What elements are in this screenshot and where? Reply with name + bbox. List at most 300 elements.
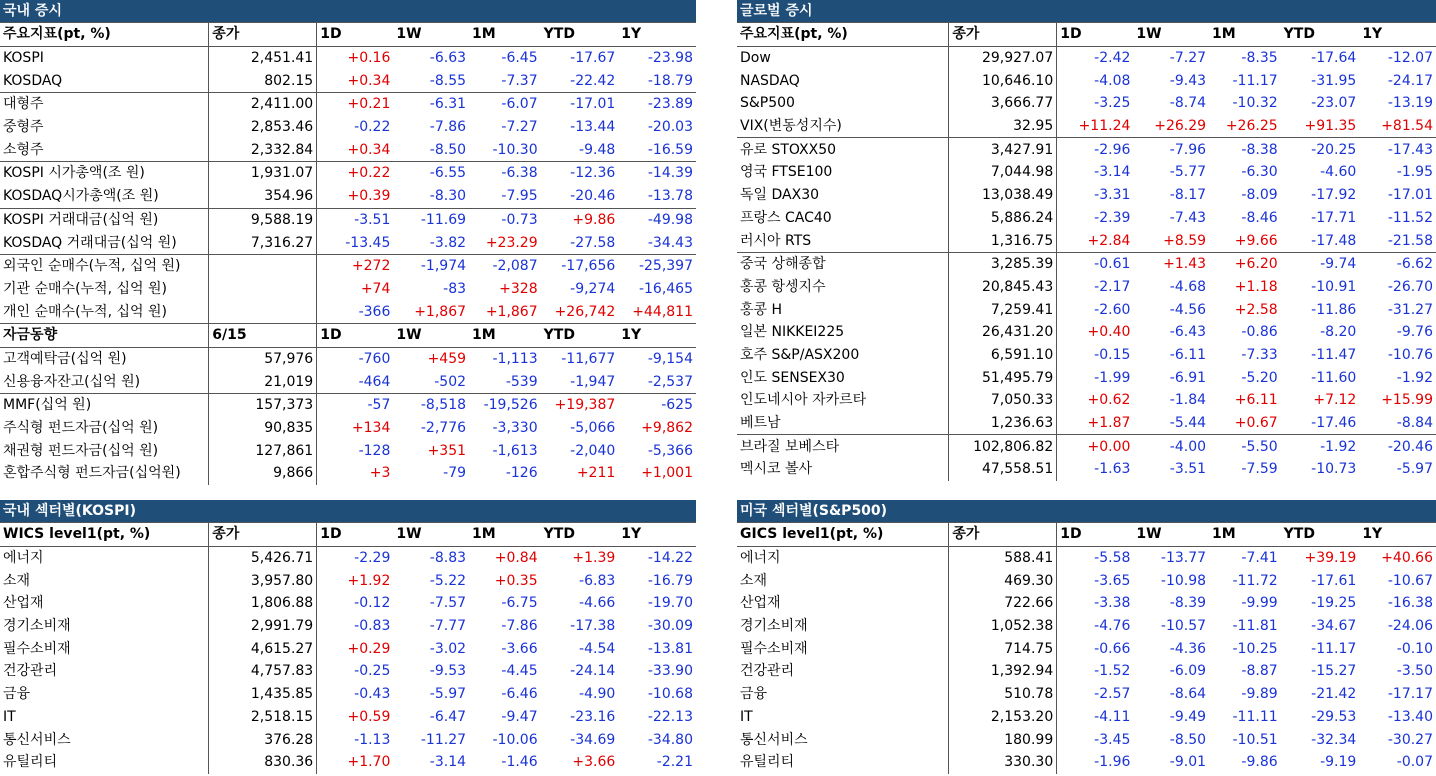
- close-value: 376.28: [209, 728, 317, 751]
- change-value: +26,742: [554, 303, 616, 320]
- table-row: [0, 439, 696, 462]
- change-value: -2.42: [1057, 46, 1134, 69]
- table-row: [0, 394, 696, 417]
- change-value: -8.17: [1169, 187, 1207, 204]
- column-header: 1D: [317, 323, 394, 347]
- row-label: IT: [740, 708, 753, 725]
- row-label: 산업재: [3, 595, 44, 612]
- global-market-panel: [737, 0, 1436, 481]
- change-value: -6.07: [469, 93, 541, 116]
- change-value: -8.39: [1169, 595, 1207, 612]
- change-value: -7.33: [1241, 346, 1278, 363]
- close-value: 7,050.33: [949, 389, 1057, 412]
- close-value: 13,038.49: [949, 184, 1057, 207]
- change-value: -0.86: [1241, 324, 1278, 341]
- close-value: 3,285.39: [949, 252, 1057, 275]
- table-row: [0, 592, 696, 615]
- change-value: -17.43: [1359, 138, 1436, 161]
- change-value: +8.59: [1163, 232, 1207, 249]
- change-value: +1.18: [1234, 278, 1278, 295]
- change-value: -2,776: [420, 420, 467, 437]
- row-label: 영국 FTSE100: [740, 164, 833, 181]
- close-value: 4,757.83: [209, 660, 317, 683]
- row-label: KOSDAQ: [3, 72, 63, 89]
- change-value: -4.68: [1169, 278, 1207, 295]
- column-header: 1D: [317, 523, 394, 547]
- close-value: 7,044.98: [949, 161, 1057, 184]
- change-value: -1.99: [1057, 366, 1134, 389]
- table-row: [0, 660, 696, 683]
- change-value: -16,465: [638, 280, 693, 297]
- change-value: +459: [427, 350, 467, 367]
- change-value: +3: [317, 462, 394, 485]
- change-value: -3,330: [492, 420, 538, 437]
- change-value: +0.29: [317, 637, 394, 660]
- change-value: -8.74: [1169, 95, 1207, 112]
- change-value: +15.99: [1381, 392, 1433, 409]
- header-row: [0, 523, 696, 547]
- table-row: [737, 615, 1436, 638]
- change-value: -8.09: [1241, 187, 1278, 204]
- table-row: [0, 683, 696, 706]
- row-label: 개인 순매수(누적, 십억 원): [3, 303, 167, 320]
- table-row: [737, 637, 1436, 660]
- data-table: [0, 522, 696, 774]
- change-value: -9.99: [1241, 595, 1278, 612]
- row-label: KOSDAQ시가총액(조 원): [3, 188, 159, 205]
- change-value: -16.38: [1387, 595, 1433, 612]
- change-value: -49.98: [618, 208, 696, 231]
- change-value: -9.76: [1396, 324, 1433, 341]
- change-value: -0.15: [1057, 344, 1134, 367]
- change-value: -2,040: [570, 442, 616, 459]
- change-value: -3.65: [1057, 569, 1134, 592]
- row-label: 브라질 보베스타: [737, 435, 949, 458]
- table-row: [737, 276, 1436, 299]
- change-value: -11.52: [1387, 209, 1433, 226]
- change-value: -5.97: [1396, 461, 1433, 478]
- close-value: 57,976: [209, 347, 317, 370]
- column-header-label: GICS level1(pt, %): [737, 523, 949, 547]
- change-value: +23.29: [485, 234, 538, 251]
- close-value: 2,411.00: [209, 93, 317, 116]
- change-value: -34.67: [1311, 618, 1357, 635]
- change-value: +351: [427, 442, 467, 459]
- close-value: 32.95: [949, 115, 1057, 138]
- change-value: -464: [317, 370, 394, 393]
- change-value: +11.24: [1057, 115, 1134, 138]
- change-value: -19.70: [647, 595, 693, 612]
- change-value: -10.30: [492, 141, 538, 158]
- change-value: -29.53: [1311, 708, 1357, 725]
- change-value: -21.58: [1387, 232, 1433, 249]
- change-value: -8.35: [1241, 50, 1278, 67]
- close-value: 10,646.10: [949, 69, 1057, 92]
- panel-title: 국내 증시: [0, 0, 696, 22]
- column-header-label: 주요지표(pt, %): [0, 23, 209, 47]
- change-value: -5.77: [1169, 164, 1207, 181]
- change-value: -6.63: [429, 50, 467, 67]
- change-value: +2.58: [1234, 301, 1278, 318]
- close-value: 29,927.07: [949, 46, 1057, 69]
- change-value: +91.35: [1304, 118, 1357, 135]
- change-value: -15.27: [1311, 663, 1357, 680]
- change-value: -18.79: [647, 72, 693, 89]
- change-value: -5.50: [1209, 435, 1281, 458]
- column-header: 1W: [393, 323, 469, 347]
- row-label: 대형주: [0, 93, 209, 116]
- change-value: -20.46: [570, 188, 616, 205]
- change-value: -0.25: [317, 660, 394, 683]
- change-value: -17.01: [541, 93, 619, 116]
- row-label: 인도네시아 자카르타: [740, 392, 867, 409]
- change-value: +74: [317, 278, 394, 301]
- row-label: 에너지: [3, 550, 44, 567]
- table-row: [0, 462, 696, 485]
- table-row: [737, 207, 1436, 230]
- table-row: [737, 298, 1436, 321]
- change-value: -1.84: [1169, 392, 1207, 409]
- change-value: -6.30: [1241, 164, 1278, 181]
- change-value: -7.86: [429, 119, 467, 136]
- change-value: +0.00: [1057, 435, 1134, 458]
- change-value: +328: [499, 280, 538, 297]
- change-value: +1,867: [414, 303, 467, 320]
- change-value: +1.92: [317, 569, 394, 592]
- change-value: +26.25: [1225, 118, 1278, 135]
- change-value: +7.12: [1313, 392, 1357, 409]
- close-value: [209, 278, 317, 301]
- change-value: -2,537: [647, 373, 693, 390]
- change-value: -83: [443, 280, 467, 297]
- row-label: IT: [3, 708, 16, 725]
- change-value: -10.57: [1160, 618, 1207, 635]
- change-value: -126: [505, 465, 538, 482]
- change-value: -11.69: [393, 208, 469, 231]
- change-value: -12.07: [1387, 50, 1433, 67]
- table-row: [737, 683, 1436, 706]
- table-row: [0, 116, 696, 139]
- change-value: -8.64: [1169, 686, 1207, 703]
- change-value: -4.36: [1169, 640, 1207, 657]
- close-value: 1,931.07: [209, 162, 317, 185]
- close-value: 127,861: [209, 439, 317, 462]
- change-value: +1.87: [1057, 412, 1134, 435]
- change-value: -5,366: [647, 442, 693, 459]
- change-value: -1.13: [317, 728, 394, 751]
- table-row: [0, 751, 696, 774]
- table-row: [0, 347, 696, 370]
- change-value: -1.52: [1057, 660, 1134, 683]
- row-label: 인도 SENSEX30: [740, 369, 845, 386]
- change-value: -17.17: [1387, 686, 1433, 703]
- row-label: 건강관리: [740, 663, 795, 680]
- close-value: 180.99: [949, 728, 1057, 751]
- change-value: +272: [317, 254, 394, 277]
- close-value: 26,431.20: [949, 321, 1057, 344]
- change-value: -8.20: [1320, 324, 1357, 341]
- column-header: 1Y: [1359, 23, 1436, 47]
- column-header: YTD: [1281, 523, 1360, 547]
- change-value: -7.27: [1169, 50, 1207, 67]
- row-label: 외국인 순매수(누적, 십억 원): [0, 254, 209, 277]
- row-label: 혼합주식형 펀드자금(십억원): [3, 465, 181, 482]
- table-row: [737, 458, 1436, 481]
- column-header: YTD: [541, 323, 619, 347]
- close-value: 802.15: [209, 69, 317, 92]
- change-value: -34.43: [647, 234, 693, 251]
- table-row: [737, 321, 1436, 344]
- row-label: 채권형 펀드자금(십억 원): [3, 442, 159, 459]
- change-value: +0.84: [494, 550, 538, 567]
- change-value: -17.48: [1311, 232, 1357, 249]
- table-row: [737, 252, 1436, 275]
- column-header: 1W: [1133, 23, 1209, 47]
- change-value: -11.11: [1232, 708, 1278, 725]
- table-row: [0, 162, 696, 185]
- change-value: -11.72: [1232, 572, 1278, 589]
- table-row: [0, 637, 696, 660]
- row-label: 멕시코 볼사: [740, 461, 813, 478]
- change-value: -10.98: [1160, 572, 1207, 589]
- table-row: [737, 138, 1436, 161]
- close-value: 3,427.91: [949, 138, 1057, 161]
- column-header: 1Y: [618, 23, 696, 47]
- change-value: +0.59: [317, 706, 394, 729]
- change-value: -13.45: [317, 231, 394, 254]
- change-value: -17.01: [1387, 187, 1433, 204]
- change-value: -13.19: [1387, 95, 1433, 112]
- change-value: +1.39: [572, 550, 616, 567]
- table-row: [737, 115, 1436, 138]
- change-value: -502: [434, 373, 467, 390]
- table-row: [737, 366, 1436, 389]
- change-value: -27.58: [570, 234, 616, 251]
- change-value: -9.89: [1241, 686, 1278, 703]
- change-value: -3.31: [1057, 184, 1134, 207]
- change-value: -2.57: [1057, 683, 1134, 706]
- change-value: -17.61: [1311, 572, 1357, 589]
- change-value: -22.42: [570, 72, 616, 89]
- change-value: +0.21: [317, 93, 394, 116]
- change-value: -3.25: [1057, 92, 1134, 115]
- change-value: -33.90: [647, 663, 693, 680]
- change-value: -17.92: [1311, 187, 1357, 204]
- change-value: +0.40: [1057, 321, 1134, 344]
- column-header: 1D: [1057, 523, 1134, 547]
- change-value: -6.31: [393, 93, 469, 116]
- change-value: -79: [443, 465, 467, 482]
- change-value: -2.21: [656, 754, 693, 771]
- change-value: -6.38: [469, 162, 541, 185]
- change-value: -14.22: [647, 550, 693, 567]
- close-value: 510.78: [949, 683, 1057, 706]
- change-value: +134: [317, 417, 394, 440]
- table-row: [0, 728, 696, 751]
- table-row: [737, 389, 1436, 412]
- change-value: -3.38: [1057, 592, 1134, 615]
- change-value: -57: [317, 394, 394, 417]
- change-value: -2.96: [1057, 138, 1134, 161]
- table-row: [0, 615, 696, 638]
- change-value: +1,867: [485, 303, 538, 320]
- close-value: 47,558.51: [949, 458, 1057, 481]
- change-value: -0.73: [469, 208, 541, 231]
- close-value: 1,435.85: [209, 683, 317, 706]
- change-value: -17.46: [1311, 415, 1357, 432]
- column-header: 1W: [393, 23, 469, 47]
- panel-title: 글로벌 증시: [737, 0, 1436, 22]
- header-row: [0, 323, 696, 347]
- change-value: -32.34: [1311, 731, 1357, 748]
- header-row: [737, 523, 1436, 547]
- table-row: [737, 660, 1436, 683]
- row-label: Dow: [740, 50, 771, 67]
- change-value: -21.42: [1311, 686, 1357, 703]
- change-value: -6.55: [393, 162, 469, 185]
- change-value: -8.84: [1396, 415, 1433, 432]
- change-value: -2,087: [469, 254, 541, 277]
- row-label: 건강관리: [3, 663, 58, 680]
- change-value: -23.07: [1311, 95, 1357, 112]
- row-label: 홍콩 H: [740, 301, 783, 318]
- close-value: [209, 254, 317, 277]
- close-value: 2,153.20: [949, 706, 1057, 729]
- table-row: [0, 138, 696, 161]
- change-value: -26.70: [1387, 278, 1433, 295]
- table-row: [737, 546, 1436, 569]
- change-value: -760: [317, 347, 394, 370]
- change-value: -2.60: [1057, 298, 1134, 321]
- table-row: [0, 254, 696, 277]
- change-value: +211: [576, 465, 616, 482]
- row-label: KOSPI 거래대금(십억 원): [0, 208, 209, 231]
- change-value: -5.58: [1057, 546, 1134, 569]
- close-value: 1,806.88: [209, 592, 317, 615]
- change-value: -10.32: [1232, 95, 1278, 112]
- column-header: 1D: [1057, 23, 1134, 47]
- table-row: [737, 69, 1436, 92]
- change-value: -11.17: [1311, 640, 1357, 657]
- table-row: [0, 417, 696, 440]
- change-value: -16.59: [647, 141, 693, 158]
- close-value: 588.41: [949, 546, 1057, 569]
- close-value: 5,426.71: [209, 546, 317, 569]
- change-value: +0.22: [317, 162, 394, 185]
- change-value: -7.96: [1133, 138, 1209, 161]
- change-value: +1.43: [1133, 252, 1209, 275]
- change-value: -13.40: [1387, 708, 1433, 725]
- table-row: [0, 231, 696, 254]
- change-value: -5.44: [1169, 415, 1207, 432]
- close-value: [209, 300, 317, 323]
- change-value: -19,526: [469, 394, 541, 417]
- change-value: -6.46: [501, 686, 538, 703]
- row-label: 필수소비재: [3, 640, 71, 657]
- change-value: -23.16: [570, 708, 616, 725]
- change-value: -2.17: [1057, 276, 1134, 299]
- close-value: 7,259.41: [949, 298, 1057, 321]
- column-header: 종가: [209, 23, 317, 47]
- change-value: +0.35: [494, 572, 538, 589]
- change-value: -3.45: [1057, 728, 1134, 751]
- table-row: [737, 728, 1436, 751]
- column-header: 1M: [469, 23, 541, 47]
- change-value: -0.66: [1057, 637, 1134, 660]
- change-value: +0.67: [1234, 415, 1278, 432]
- change-value: -8.83: [429, 550, 467, 567]
- change-value: -10.68: [647, 686, 693, 703]
- row-label: 금융: [3, 686, 31, 703]
- change-value: -6.75: [501, 595, 538, 612]
- change-value: -6.45: [501, 50, 538, 67]
- change-value: -13.78: [647, 188, 693, 205]
- change-value: -5.22: [429, 572, 467, 589]
- change-value: -10.67: [1387, 572, 1433, 589]
- change-value: -3.14: [1057, 161, 1134, 184]
- change-value: -9.48: [579, 141, 616, 158]
- table-row: [0, 569, 696, 592]
- change-value: -8.46: [1241, 209, 1278, 226]
- change-value: -6.43: [1169, 324, 1207, 341]
- change-value: -0.12: [317, 592, 394, 615]
- change-value: -11.17: [1232, 72, 1278, 89]
- change-value: -8,518: [393, 394, 469, 417]
- change-value: -3.51: [317, 208, 394, 231]
- change-value: -13.77: [1160, 550, 1207, 567]
- change-value: -17.71: [1311, 209, 1357, 226]
- change-value: -1.95: [1396, 164, 1433, 181]
- close-value: 20,845.43: [949, 276, 1057, 299]
- change-value: -0.10: [1396, 640, 1433, 657]
- change-value: -0.61: [1057, 252, 1134, 275]
- table-row: [0, 185, 696, 208]
- change-value: -8.38: [1209, 138, 1281, 161]
- column-header: YTD: [541, 23, 619, 47]
- change-value: -10.51: [1232, 731, 1278, 748]
- change-value: +0.16: [317, 46, 394, 69]
- change-value: -11.81: [1232, 618, 1278, 635]
- change-value: -4.60: [1320, 164, 1357, 181]
- change-value: -4.45: [501, 663, 538, 680]
- change-value: -30.09: [647, 618, 693, 635]
- table-row: [737, 435, 1436, 458]
- close-value: 102,806.82: [949, 435, 1057, 458]
- change-value: -7.86: [501, 618, 538, 635]
- change-value: -3.50: [1396, 663, 1433, 680]
- close-value: 2,518.15: [209, 706, 317, 729]
- close-value: 714.75: [949, 637, 1057, 660]
- change-value: -9.19: [1320, 754, 1357, 771]
- change-value: -5.20: [1241, 369, 1278, 386]
- change-value: -34.80: [647, 731, 693, 748]
- row-label: KOSDAQ 거래대금(십억 원): [3, 234, 177, 251]
- change-value: -20.46: [1359, 435, 1436, 458]
- change-value: -1,113: [492, 350, 538, 367]
- column-header: 1D: [317, 23, 394, 47]
- change-value: -4.66: [579, 595, 616, 612]
- change-value: -11.60: [1311, 369, 1357, 386]
- close-value: 354.96: [209, 185, 317, 208]
- change-value: -16.79: [647, 572, 693, 589]
- table-row: [737, 706, 1436, 729]
- row-label: 러시아 RTS: [740, 232, 812, 249]
- close-value: 3,957.80: [209, 569, 317, 592]
- row-label: 홍콩 항셍지수: [740, 278, 826, 295]
- change-value: -3.82: [429, 234, 467, 251]
- change-value: -6.09: [1169, 663, 1207, 680]
- change-value: -11.47: [1311, 346, 1357, 363]
